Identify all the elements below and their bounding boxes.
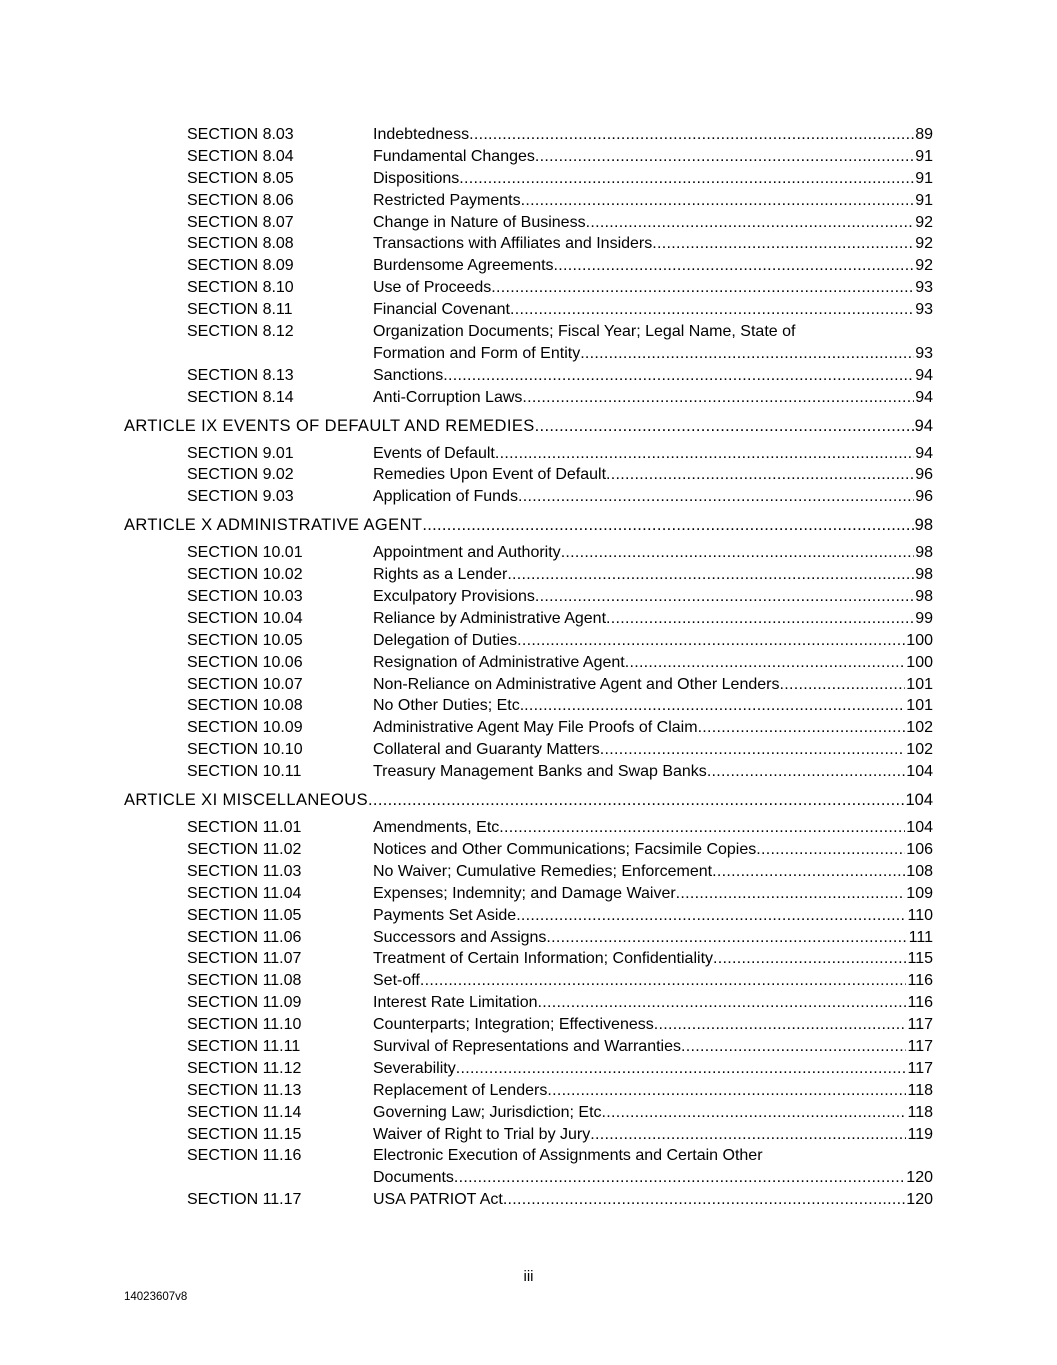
page-number: 89	[915, 126, 933, 143]
leader-dots	[524, 695, 905, 717]
section-title: Rights as a Lender	[373, 566, 508, 584]
section-title: Change in Nature of Business	[373, 213, 586, 231]
toc-article-9[interactable]	[0, 411, 1057, 443]
toc-entry[interactable]	[0, 839, 1057, 861]
section-number: SECTION 8.06	[187, 191, 294, 209]
leader-dots	[590, 1124, 906, 1146]
leader-dots	[510, 299, 914, 321]
section-title: Collateral and Guaranty Matters	[373, 741, 600, 759]
toc-entry[interactable]	[0, 1080, 1057, 1102]
section-title: Events of Default	[373, 444, 495, 462]
toc-entry[interactable]	[0, 1102, 1057, 1124]
leader-dots	[561, 542, 915, 564]
leader-dots	[443, 365, 914, 387]
section-title: Delegation of Duties	[373, 631, 518, 649]
toc-entry[interactable]	[0, 255, 1057, 277]
section-title: Remedies Upon Event of Default	[373, 466, 607, 484]
section-title: Interest Rate Limitation	[373, 994, 538, 1012]
toc-entry[interactable]	[0, 1145, 1057, 1167]
section-number: SECTION 10.09	[187, 719, 303, 737]
section-number: SECTION 11.06	[187, 928, 302, 946]
leader-dots	[676, 883, 906, 905]
toc-entry[interactable]	[0, 387, 1057, 409]
leader-dots	[454, 1167, 905, 1189]
section-title: Application of Funds	[373, 488, 518, 506]
section-number: SECTION 11.01	[187, 819, 302, 837]
section-number: SECTION 8.07	[187, 213, 294, 231]
document-id: 14023607v8	[124, 1291, 188, 1303]
page-number: 104	[906, 819, 933, 837]
section-title: No Other Duties; Etc.	[373, 697, 525, 715]
page-number: 104	[906, 763, 933, 781]
page-number: 108	[906, 862, 933, 880]
section-title: Payments Set Aside	[373, 906, 517, 924]
toc-entry[interactable]	[0, 1189, 1057, 1211]
toc-entry[interactable]	[0, 277, 1057, 299]
toc-entry-continuation[interactable]	[0, 343, 1057, 365]
section-title: Anti-Corruption Laws	[373, 388, 523, 406]
toc-entry[interactable]	[0, 970, 1057, 992]
toc-entry[interactable]	[0, 443, 1057, 465]
section-title: Waiver of Right to Trial by Jury	[373, 1125, 591, 1143]
section-title: USA PATRIOT Act	[373, 1191, 503, 1209]
section-title: Organization Documents; Fiscal Year; Legal Name, State of	[373, 323, 796, 341]
leader-dots	[606, 608, 914, 630]
toc-entry[interactable]	[0, 212, 1057, 234]
section-title: Use of Proceeds	[373, 279, 492, 297]
section-number: SECTION 11.04	[187, 884, 302, 902]
page-number: 118	[907, 1081, 933, 1099]
leader-dots	[535, 586, 914, 608]
section-number: SECTION 8.12	[187, 323, 294, 341]
leader-dots	[503, 1189, 905, 1211]
toc-entry[interactable]	[0, 608, 1057, 630]
section-number: SECTION 10.05	[187, 631, 303, 649]
section-number: SECTION 11.17	[187, 1191, 302, 1209]
leader-dots	[491, 277, 914, 299]
page-number: 100	[906, 653, 933, 671]
section-title: Burdensome Agreements	[373, 257, 554, 275]
section-title: Expenses; Indemnity; and Damage Waiver	[373, 884, 676, 902]
page-number: 92	[915, 213, 933, 231]
leader-dots	[712, 861, 905, 883]
toc-entry[interactable]	[0, 817, 1057, 839]
page-number: 93	[915, 301, 933, 319]
toc-entry[interactable]	[0, 717, 1057, 739]
leader-dots	[625, 652, 906, 674]
toc-entry[interactable]	[0, 652, 1057, 674]
page-number: 117	[907, 1037, 933, 1055]
leader-dots	[368, 785, 904, 815]
section-title: Successors and Assigns	[373, 928, 547, 946]
leader-dots	[521, 190, 915, 212]
section-title: Financial Covenant	[373, 301, 510, 319]
section-number: SECTION 11.14	[187, 1103, 302, 1121]
leader-dots	[518, 486, 914, 508]
toc-entry[interactable]	[0, 883, 1057, 905]
section-number: SECTION 10.10	[187, 741, 303, 759]
section-number: SECTION 8.14	[187, 388, 294, 406]
section-number: SECTION 10.02	[187, 566, 303, 584]
section-title: Treasury Management Banks and Swap Banks	[373, 763, 707, 781]
toc-entry[interactable]	[0, 299, 1057, 321]
section-title: Replacement of Lenders	[373, 1081, 548, 1099]
section-title: Administrative Agent May File Proofs of Claim	[373, 719, 698, 737]
toc-group-article-10	[0, 542, 1057, 783]
page-number: 98	[915, 588, 933, 606]
toc-entry[interactable]	[0, 542, 1057, 564]
toc-entry[interactable]	[0, 190, 1057, 212]
toc-entry[interactable]	[0, 486, 1057, 508]
section-title: Indebtedness	[373, 126, 470, 143]
toc-group-article-9	[0, 443, 1057, 509]
section-number: SECTION 8.03	[187, 126, 294, 143]
page-number: 98	[915, 566, 933, 584]
page-number: 100	[906, 631, 933, 649]
section-number: SECTION 8.05	[187, 169, 294, 187]
leader-dots	[698, 717, 906, 739]
leader-dots	[652, 233, 914, 255]
section-number: SECTION 9.03	[187, 488, 294, 506]
page-number: 118	[907, 1103, 933, 1121]
toc-entry[interactable]	[0, 1058, 1057, 1080]
article-title: ARTICLE X ADMINISTRATIVE AGENT	[124, 516, 423, 535]
section-number: SECTION 8.10	[187, 279, 294, 297]
page-number: 102	[906, 719, 933, 737]
leader-dots	[535, 411, 914, 441]
toc-entry[interactable]	[0, 948, 1057, 970]
page-number: 94	[915, 388, 933, 406]
toc-entry[interactable]	[0, 233, 1057, 255]
section-number: SECTION 9.02	[187, 466, 294, 484]
toc-entry[interactable]	[0, 586, 1057, 608]
toc-entry[interactable]	[0, 695, 1057, 717]
page-number: 98	[915, 544, 933, 562]
leader-dots	[422, 510, 913, 540]
section-number: SECTION 11.15	[187, 1125, 302, 1143]
leader-dots	[516, 905, 906, 927]
section-number: SECTION 10.04	[187, 609, 303, 627]
toc-entry[interactable]	[0, 1014, 1057, 1036]
page-number: 101	[906, 675, 933, 693]
toc-entry[interactable]	[0, 464, 1057, 486]
section-title: Amendments, Etc	[373, 819, 500, 837]
page-number: 91	[915, 169, 933, 187]
section-number: SECTION 10.06	[187, 653, 303, 671]
section-number: SECTION 11.02	[187, 840, 302, 858]
leader-dots	[779, 674, 905, 696]
leader-dots	[420, 970, 907, 992]
page-number: 102	[906, 741, 933, 759]
section-title-continuation: Formation and Form of Entity	[373, 344, 581, 362]
leader-dots	[495, 443, 914, 465]
section-number: SECTION 8.13	[187, 366, 294, 384]
section-title: Set-off	[373, 972, 420, 990]
leader-dots	[546, 927, 907, 949]
leader-dots	[554, 255, 915, 277]
page-number: 109	[906, 884, 933, 902]
page-number: 106	[906, 840, 933, 858]
section-title: Fundamental Changes	[373, 147, 535, 165]
page-number: 119	[907, 1125, 933, 1143]
page-number: 98	[914, 516, 933, 535]
leader-dots	[499, 817, 905, 839]
section-title: Counterparts; Integration; Effectiveness	[373, 1016, 654, 1034]
leader-dots	[459, 168, 914, 190]
section-title: Reliance by Administrative Agent	[373, 609, 607, 627]
section-title: Survival of Representations and Warranties	[373, 1037, 681, 1055]
section-number: SECTION 11.03	[187, 862, 302, 880]
page-number-footer: iii	[523, 1268, 534, 1285]
section-title: Sanctions	[373, 366, 444, 384]
leader-dots	[756, 839, 905, 861]
page-number: 117	[907, 1059, 933, 1077]
section-number: SECTION 10.07	[187, 675, 303, 693]
section-number: SECTION 11.08	[187, 972, 302, 990]
page-number: 93	[915, 279, 933, 297]
leader-dots	[681, 1036, 906, 1058]
page-number: 96	[915, 466, 933, 484]
page-number: 93	[915, 344, 933, 362]
section-number: SECTION 10.11	[187, 763, 302, 781]
leader-dots	[538, 992, 907, 1014]
leader-dots	[602, 1102, 907, 1124]
section-title: Severability	[373, 1059, 456, 1077]
section-number: SECTION 11.07	[187, 950, 302, 968]
page-number: 120	[906, 1169, 933, 1187]
page-number: 92	[915, 257, 933, 275]
leader-dots	[606, 464, 914, 486]
section-title: Treatment of Certain Information; Confidentiality	[373, 950, 714, 968]
toc-entry[interactable]	[0, 146, 1057, 168]
section-title: Transactions with Affiliates and Insiders	[373, 235, 653, 253]
page-number: 110	[907, 906, 933, 924]
section-title: Notices and Other Communications; Facsimile Copies	[373, 840, 757, 858]
section-number: SECTION 11.10	[187, 1016, 302, 1034]
toc-article-10[interactable]	[0, 510, 1057, 542]
section-title: Non-Reliance on Administrative Agent and Other Lenders	[373, 675, 780, 693]
article-title: ARTICLE IX EVENTS OF DEFAULT AND REMEDIES	[124, 416, 535, 435]
toc-entry[interactable]	[0, 564, 1057, 586]
section-title-continuation: Documents	[373, 1169, 454, 1187]
page-number: 104	[905, 791, 933, 810]
toc-group-article-11	[0, 817, 1057, 1211]
toc-entry[interactable]	[0, 992, 1057, 1014]
section-number: SECTION 8.08	[187, 235, 294, 253]
page-number: 116	[907, 972, 933, 990]
section-title: Exculpatory Provisions	[373, 588, 535, 606]
section-number: SECTION 10.08	[187, 697, 303, 715]
section-number: SECTION 8.11	[187, 301, 293, 319]
leader-dots	[654, 1014, 907, 1036]
section-title: Appointment and Authority	[373, 544, 561, 562]
toc-entry[interactable]	[0, 861, 1057, 883]
toc-entry[interactable]	[0, 739, 1057, 761]
leader-dots	[469, 124, 914, 146]
toc-entry[interactable]	[0, 365, 1057, 387]
leader-dots	[600, 739, 906, 761]
leader-dots	[517, 630, 905, 652]
page-number: 94	[914, 416, 933, 435]
section-number: SECTION 8.09	[187, 257, 294, 275]
page-number: 96	[915, 488, 933, 506]
leader-dots	[522, 387, 914, 409]
toc-article-11[interactable]	[0, 785, 1057, 817]
leader-dots	[535, 146, 914, 168]
page-number: 101	[906, 697, 933, 715]
toc-group-article-8	[0, 124, 1057, 409]
leader-dots	[547, 1080, 906, 1102]
page-number: 91	[915, 147, 933, 165]
section-number: SECTION 11.16	[187, 1147, 302, 1165]
toc-entry[interactable]	[0, 1036, 1057, 1058]
toc-entry[interactable]	[0, 630, 1057, 652]
section-number: SECTION 11.12	[187, 1059, 302, 1077]
section-title: Resignation of Administrative Agent	[373, 653, 625, 671]
section-number: SECTION 11.09	[187, 994, 302, 1012]
page-number: 117	[907, 1016, 933, 1034]
leader-dots	[507, 564, 914, 586]
section-number: SECTION 8.04	[187, 147, 294, 165]
leader-dots	[713, 948, 906, 970]
page-number: 120	[906, 1191, 933, 1209]
toc-entry[interactable]	[0, 905, 1057, 927]
section-title: Dispositions	[373, 169, 460, 187]
toc-entry[interactable]	[0, 321, 1057, 343]
page-number: 111	[908, 928, 933, 946]
section-number: SECTION 10.01	[187, 544, 303, 562]
toc-entry[interactable]	[0, 168, 1057, 190]
page-number: 116	[907, 994, 933, 1012]
toc-entry[interactable]	[0, 927, 1057, 949]
page-number: 91	[915, 191, 933, 209]
section-title: Governing Law; Jurisdiction; Etc	[373, 1103, 602, 1121]
section-number: SECTION 10.03	[187, 588, 303, 606]
leader-dots	[707, 761, 905, 783]
section-number: SECTION 9.01	[187, 444, 294, 462]
toc-entry-continuation[interactable]	[0, 1167, 1057, 1189]
article-title: ARTICLE XI MISCELLANEOUS	[124, 791, 369, 810]
toc-entry[interactable]	[0, 1124, 1057, 1146]
toc-entry[interactable]	[0, 124, 1057, 146]
page-number: 99	[915, 609, 933, 627]
section-title: Electronic Execution of Assignments and Certain Other	[373, 1147, 763, 1165]
page-number: 92	[915, 235, 933, 253]
section-number: SECTION 11.05	[187, 906, 302, 924]
section-number: SECTION 11.11	[187, 1037, 301, 1055]
section-title: Restricted Payments	[373, 191, 521, 209]
section-title: No Waiver; Cumulative Remedies; Enforcement	[373, 862, 713, 880]
table-of-contents	[0, 124, 1057, 1211]
section-number: SECTION 11.13	[187, 1081, 302, 1099]
leader-dots	[586, 212, 915, 234]
leader-dots	[456, 1058, 907, 1080]
toc-entry[interactable]	[0, 674, 1057, 696]
page-number: 94	[915, 366, 933, 384]
toc-entry[interactable]	[0, 761, 1057, 783]
leader-dots	[580, 343, 914, 365]
page-number: 94	[915, 444, 933, 462]
page-number: 115	[907, 950, 933, 968]
